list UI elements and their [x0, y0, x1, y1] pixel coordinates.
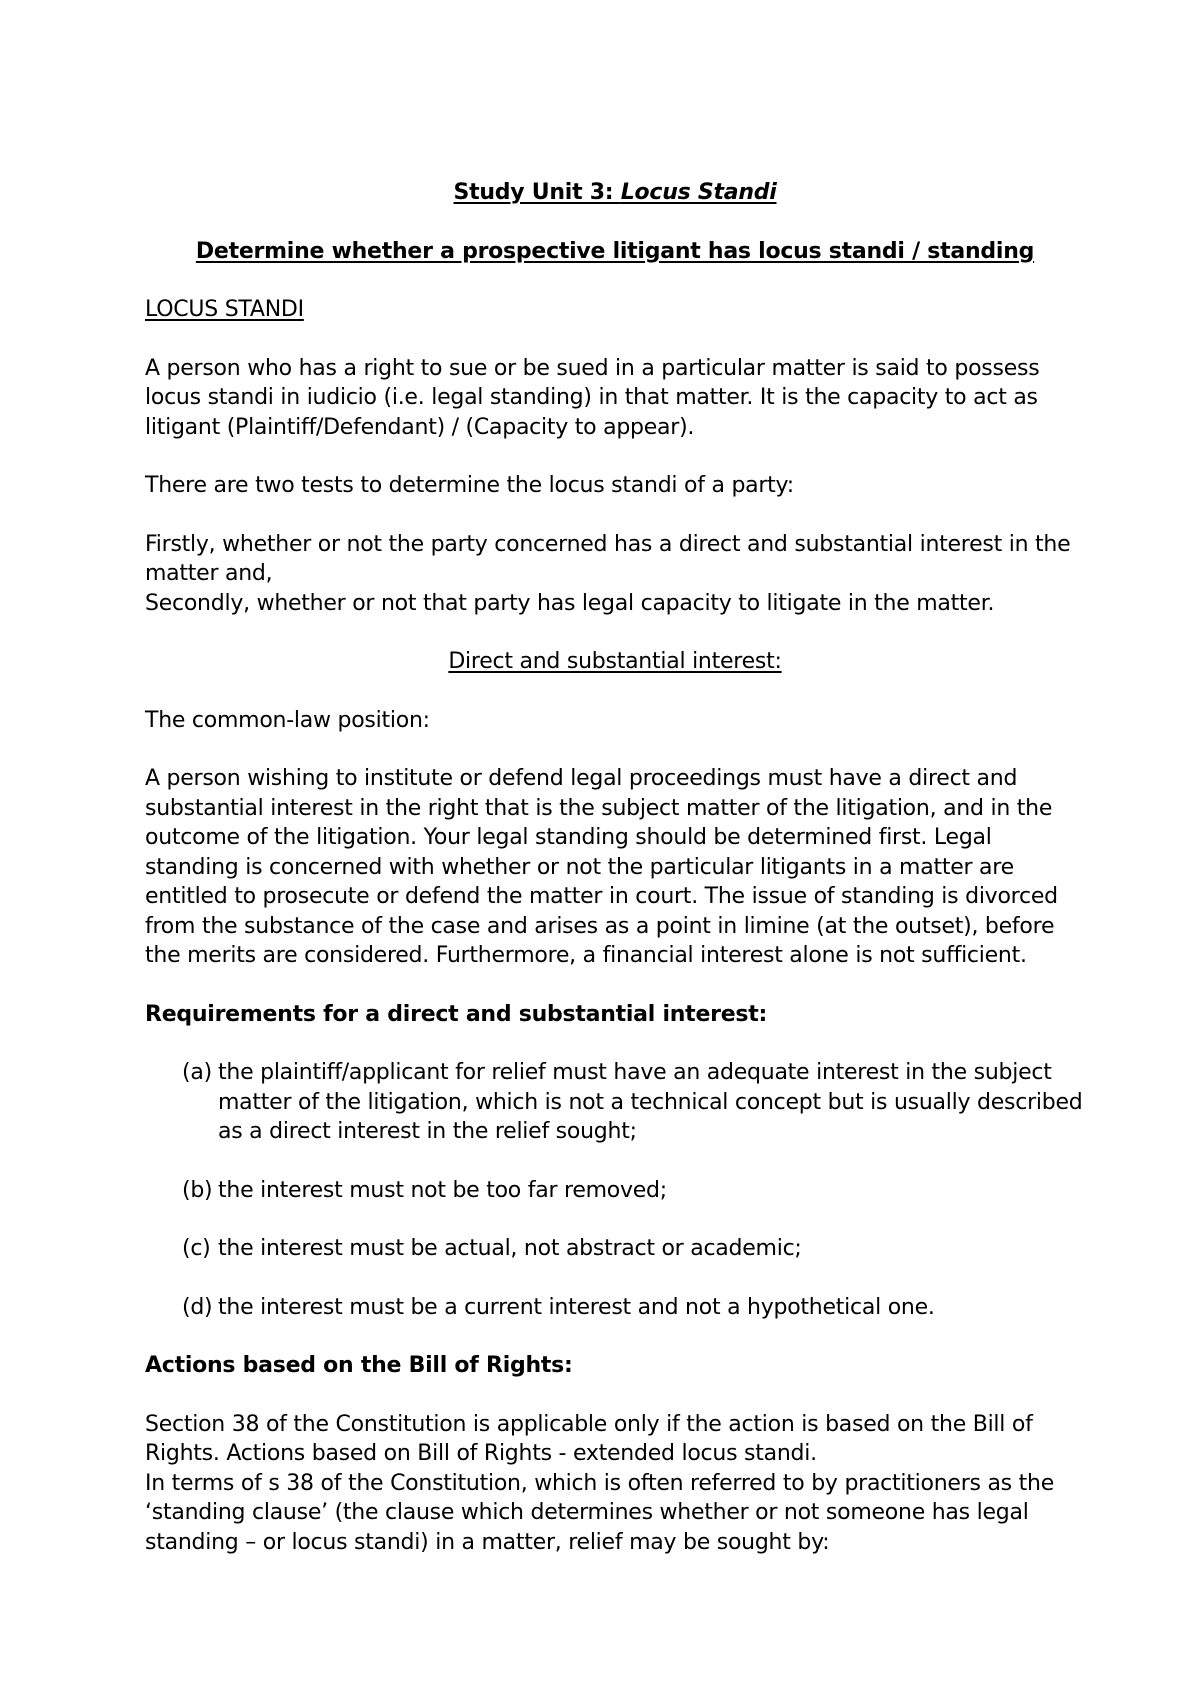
- list-item: [182, 1293, 1085, 1323]
- list-item: [182, 1058, 1085, 1147]
- paragraph-locus-definition: A person who has a right to sue or be sued in a particular matter is said to possess locus standi in iudicio (i.e. legal standing) in that matter. It is the capacity to act as litigant (Plaintiff/Defendant) / (Capacity to appear).: [145, 355, 1040, 440]
- document-body: [145, 178, 1085, 1557]
- section-heading-direct-interest: Direct and substantial interest:: [448, 649, 782, 674]
- title-emphasis: Locus Standi: [620, 180, 777, 205]
- paragraph-two-tests: There are two tests to determine the locus standi of a party:: [145, 473, 794, 498]
- paragraph-section-38: Section 38 of the Constitution is applicable only if the action is based on the Bill of Rights. Actions based on Bill of Rights - extended locus standi.: [145, 1411, 1033, 1466]
- list-marker: (d): [182, 1294, 213, 1320]
- paragraph-test-one: Firstly, whether or not the party concerned has a direct and substantial interest in the matter and,: [145, 531, 1071, 586]
- section-heading-requirements: Requirements for a direct and substantial interest:: [145, 1001, 768, 1027]
- list-marker: (b): [182, 1177, 213, 1203]
- section-heading-locus-standi: LOCUS STANDI: [145, 297, 304, 322]
- requirements-list: [145, 1058, 1085, 1322]
- list-item-text: the plaintiff/applicant for relief must have an adequate interest in the subject matter of the litigation, which is not a technical concept but is usually described as a direct interest in the relief sought;: [218, 1060, 1083, 1144]
- section-heading-bill-of-rights: Actions based on the Bill of Rights:: [145, 1353, 573, 1378]
- list-marker: (c): [182, 1236, 211, 1261]
- paragraph-test-two: Secondly, whether or not that party has legal capacity to litigate in the matter.: [145, 590, 995, 616]
- list-item: [182, 1176, 1085, 1206]
- list-item-text: the interest must be a current interest and not a hypothetical one.: [218, 1294, 935, 1320]
- paragraph-direct-interest: A person wishing to institute or defend legal proceedings must have a direct and substantial interest in the right that is the subject matter of the litigation, and in the outcome of the litigation. Your legal standing should be determined first. Legal standing is concerned with whether or not the particular litigants in a matter are entitled to prosecute or defend the matter in court. The issue of standing is divorced from the substance of the case and arises as a point in limine (at the outset), before the merits are considered. Furthermore, a financial interest alone is not sufficient.: [145, 766, 1058, 968]
- list-item-text: the interest must not be too far removed;: [218, 1177, 667, 1203]
- title-prefix: Study Unit 3:: [453, 180, 621, 205]
- paragraph-common-law: The common-law position:: [145, 707, 430, 733]
- list-marker: (a): [182, 1060, 212, 1085]
- paragraph-standing-clause: In terms of s 38 of the Constitution, which is often referred to by practitioners as the ‘standing clause’ (the clause which determines whether or not someone has legal standing – or locus standi) in a matter, relief may be sought by:: [145, 1470, 1054, 1555]
- document-title: [145, 178, 1085, 208]
- list-item-text: the interest must be actual, not abstract or academic;: [218, 1236, 802, 1261]
- list-item: [182, 1234, 1085, 1264]
- document-subtitle: Determine whether a prospective litigant has locus standi / standing: [195, 238, 1035, 264]
